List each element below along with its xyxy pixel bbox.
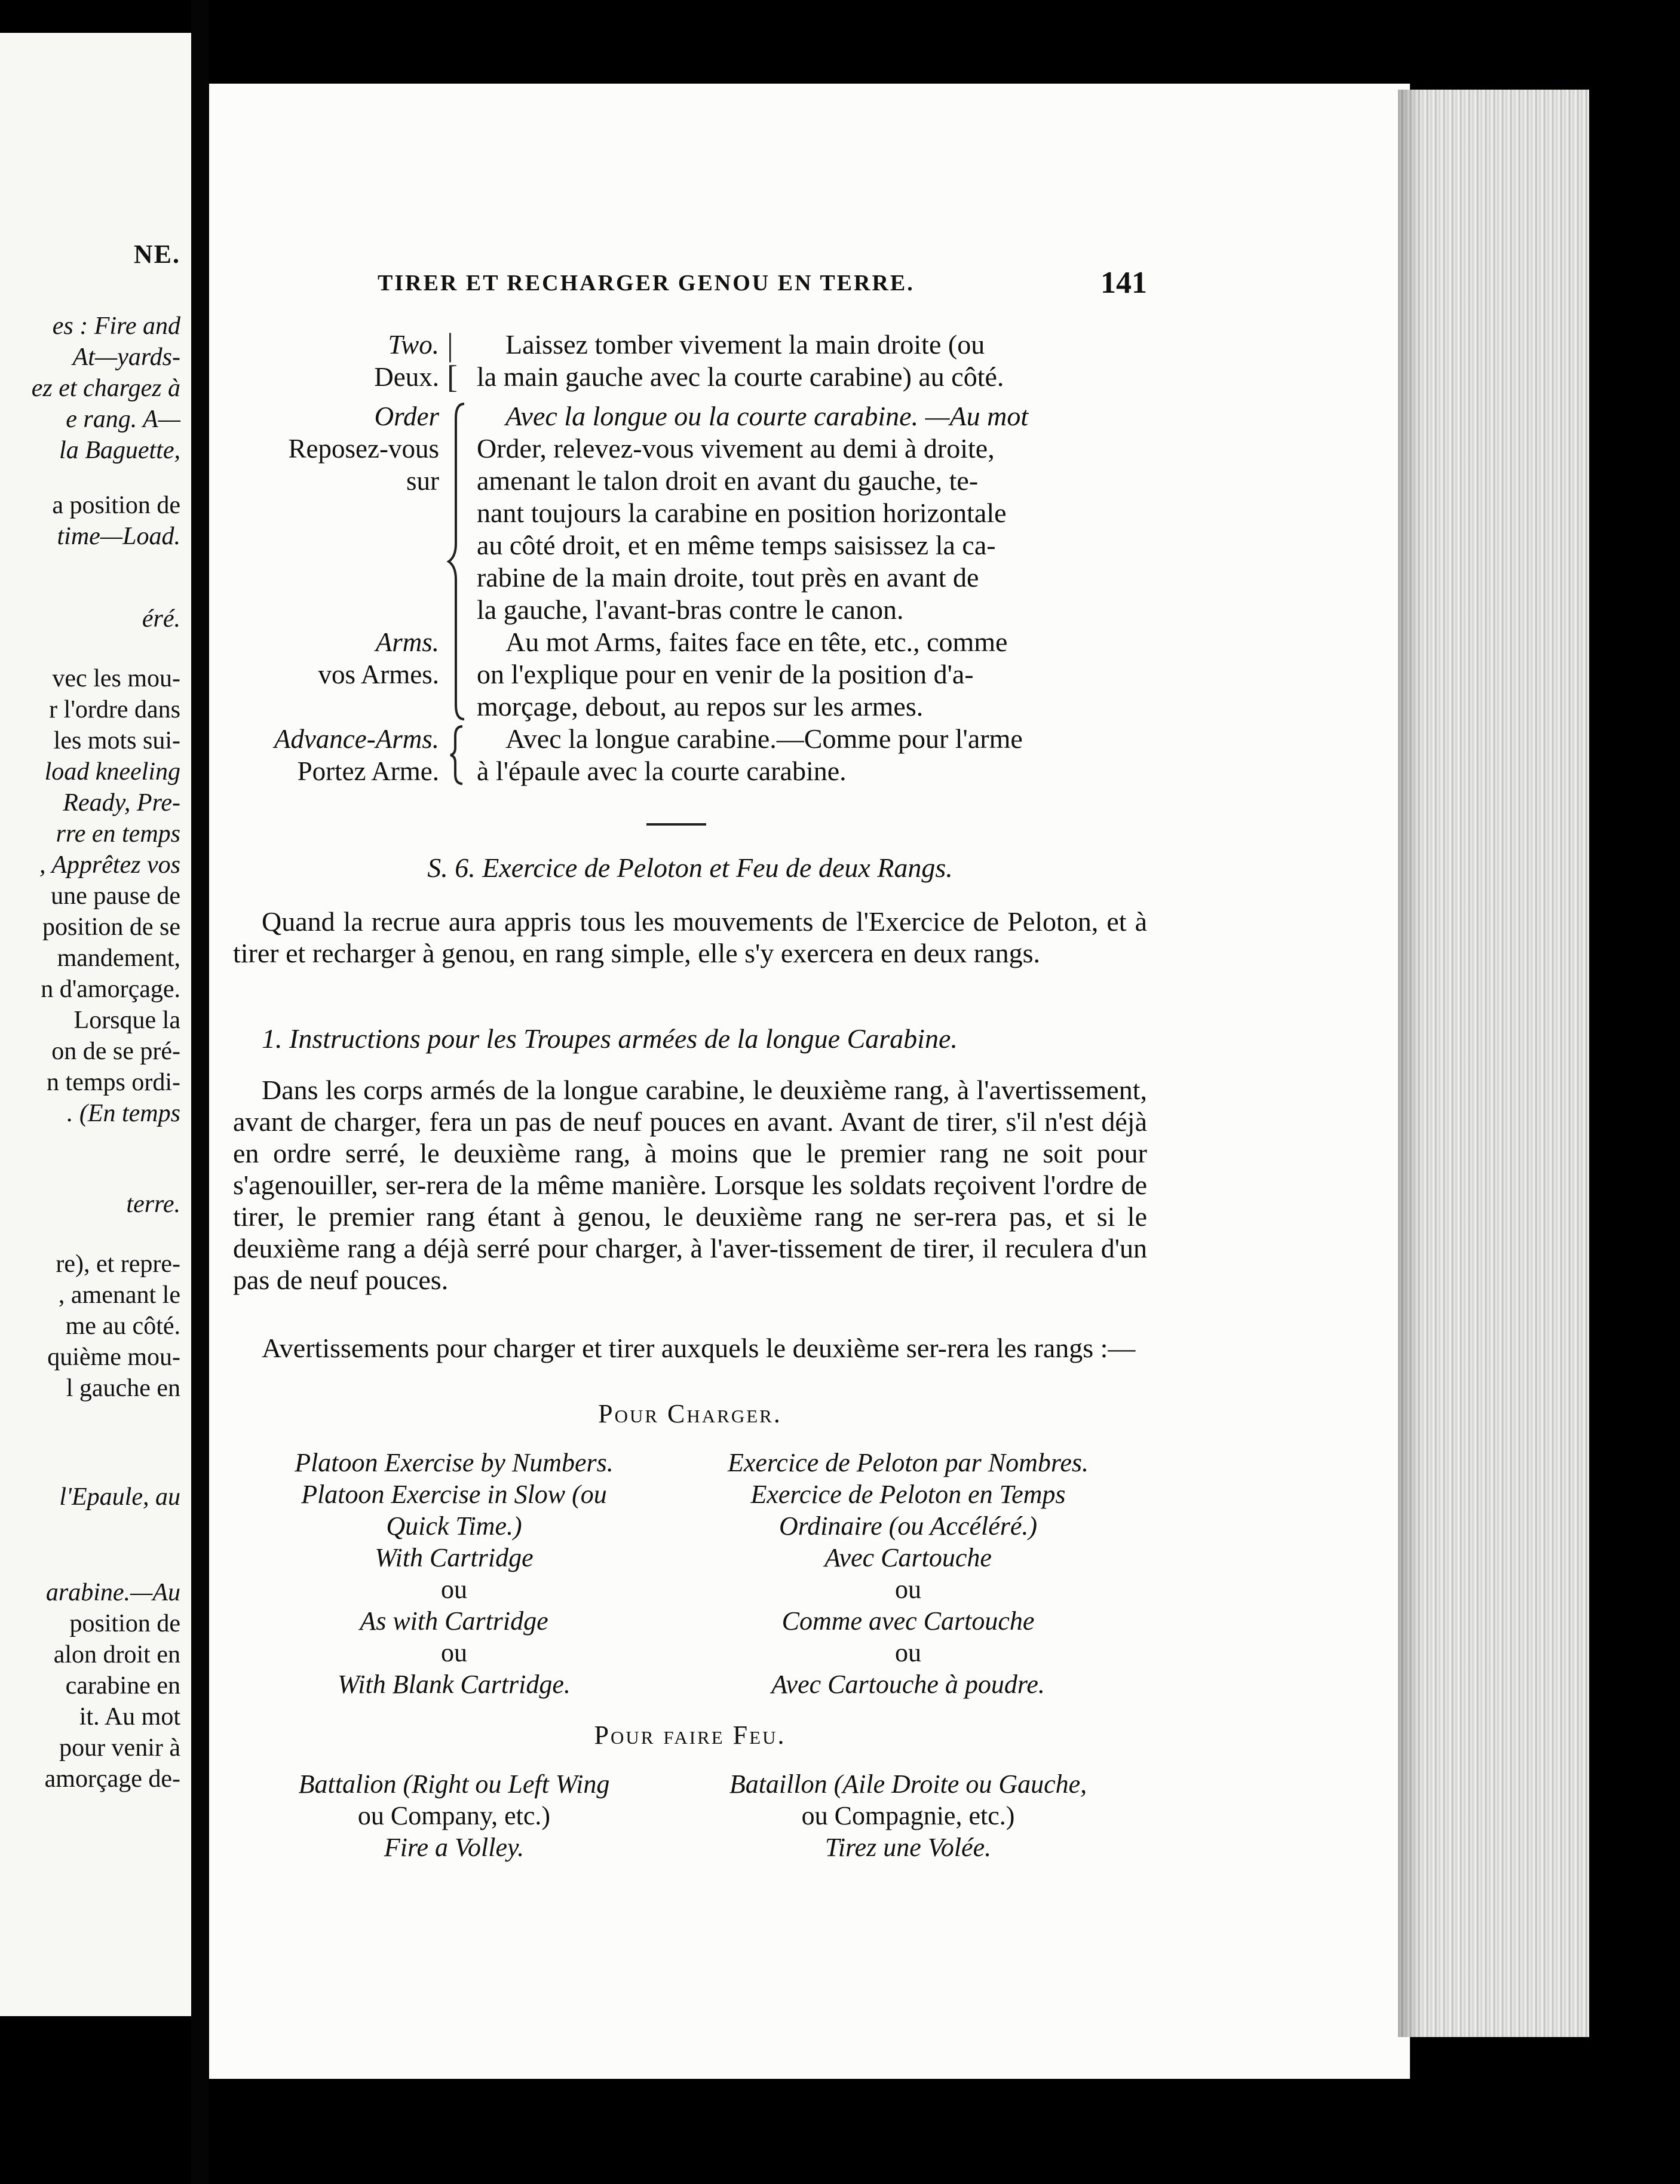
paragraph: Dans les corps armés de la longue carabine, le deuxième rang, à l'avertissement, avant de charger, fera un pas de neuf pouces en avant. Avant de tirer, s'il n'est déjà en ordre serré, le deuxième rang, à moins que le premier rang ne soit pour s'agenouiller, ser-rera de la même manière. Lorsque les soldats reçoivent l'ordre de tirer, le premier rang étant à genou, le deuxième rang ne ser-rera pas, et si le deuxième rang a déjà serré pour charger, à l'aver-tissement de tirer, il reculera d'un pas de neuf pouces. (233, 1075, 1147, 1295)
left-page-text-fragment: position de se (42, 913, 180, 941)
brace (447, 724, 468, 786)
section-heading: S. 6. Exercice de Peloton et Feu de deux Rangs. (427, 852, 953, 883)
section-rule (646, 823, 706, 826)
charger-english-column: Platoon Exercise by Numbers. Platoon Exercise in Slow (ou Quick Time.) With Cartridge ou As with Cartridge ou With Blank Cartridge. (295, 1448, 614, 1699)
left-page-text-fragment: n d'amorçage. (41, 976, 180, 1003)
left-page-text-fragment: , Apprêtez vos (39, 851, 180, 879)
command-label-fr: Deux. (374, 362, 439, 392)
page-edge-shadow (1398, 90, 1422, 2037)
left-page-text-fragment: Lorsque la (73, 1007, 180, 1034)
brace (445, 400, 471, 723)
left-page-text-fragment: arabine.—Au (45, 1579, 180, 1606)
left-page-text-fragment: pour venir à (59, 1734, 180, 1762)
command-label-fr: sur (406, 466, 439, 496)
left-page-text-fragment: time—Load. (57, 523, 180, 550)
left-page-text-fragment: la Baguette, (59, 437, 180, 464)
feu-french-column: Bataillon (Aile Droite ou Gauche, ou Compagnie, etc.) Tirez une Volée. (729, 1769, 1087, 1862)
left-page-text-fragment: terre. (126, 1191, 180, 1218)
command-label-en: Order (374, 401, 439, 431)
command-text: Laissez tomber vivement la main droite (ou la main gauche avec la courte carabine) au côté. (477, 329, 1004, 392)
left-page-text-fragment: rre en temps (56, 820, 180, 848)
left-page-text-fragment: load kneeling (44, 758, 180, 786)
left-page-text-fragment: carabine en (65, 1672, 180, 1700)
left-page-text-fragment: NE. (133, 240, 180, 269)
command-text: Avec la longue carabine.—Comme pour l'arme à l'épaule avec la courte carabine. (477, 723, 1023, 786)
left-page (0, 33, 191, 2016)
command-text: Au mot Arms, faites face en tête, etc., comme on l'explique pour en venir de la position d'a- morçage, debout, au repos sur les armes. (477, 627, 1008, 722)
left-page-text-fragment: amorçage de- (44, 1765, 180, 1793)
left-page-text-fragment: vec les mou- (52, 665, 180, 692)
left-page-text-fragment: éré. (142, 605, 180, 633)
left-page-text-fragment: l'Epaule, au (59, 1483, 180, 1511)
left-page-text-fragment: it. Au mot (79, 1703, 180, 1731)
left-page-text-fragment: At—yards- (72, 343, 180, 371)
left-page-text-fragment: es : Fire and (52, 312, 180, 340)
left-page-text-fragment: les mots sui- (53, 727, 180, 754)
command-label-fr: Reposez-vous (288, 434, 439, 464)
feu-english-column: Battalion (Right ou Left Wing ou Company, etc.) Fire a Volley. (298, 1769, 610, 1862)
command-label-en: Arms. (375, 627, 439, 657)
left-page-text-fragment: quième mou- (47, 1343, 180, 1371)
left-page-text-fragment: a position de (52, 492, 180, 519)
left-page-text-fragment: e rang. A— (66, 406, 180, 433)
subheading: 1. Instructions pour les Troupes armées de la longue Carabine. (262, 1023, 958, 1054)
page-edges (1398, 90, 1589, 2037)
charger-french-column: Exercice de Peloton par Nombres. Exercice de Peloton en Temps Ordinaire (ou Accéléré.) Avec Cartouche ou Comme avec Cartouche ou Avec Cartouche à poudre. (727, 1448, 1089, 1699)
left-page-text-fragment: alon droit en (53, 1641, 180, 1668)
left-page-text-fragment: l gauche en (66, 1375, 180, 1402)
left-page-text-fragment: r l'ordre dans (49, 696, 180, 723)
paragraph: Quand la recrue aura appris tous les mouvements de l'Exercice de Peloton, et à tirer et recharger à genou, en rang simple, elle s'y exercera en deux rangs. (233, 906, 1147, 968)
command-text: Avec la longue ou la courte carabine. —Au mot Order, relevez-vous vivement au demi à droite, amenant le talon droit en avant du gauche, te- nant toujours la carabine en position horizontale au côté droit, et en même temps saisissez la ca- rabine de la main droite, tout près en avant de la gauche, l'avant-bras contre le canon. (477, 401, 1029, 625)
brace: | [ (447, 327, 458, 395)
paragraph: Avertissements pour charger et tirer auxquels le deuxième ser-rera les rangs :— (262, 1333, 1136, 1363)
page-number: 141 (1100, 266, 1147, 300)
left-page-text-fragment: n temps ordi- (47, 1069, 180, 1096)
heading-pour-faire-feu: Pour faire Feu. (594, 1720, 786, 1750)
left-page-text-fragment: re), et repre- (56, 1250, 180, 1278)
left-page-text-fragment: . (En temps (66, 1100, 180, 1127)
left-page-text-fragment: mandement, (57, 944, 180, 972)
left-page-text-fragment: me au côté. (65, 1312, 180, 1340)
left-page-text-fragment: position de (69, 1610, 180, 1637)
left-page-text-fragment: , amenant le (58, 1281, 180, 1309)
left-page-text-fragment: ez et chargez à (31, 375, 180, 402)
left-page-text-fragment: on de se pré- (51, 1038, 180, 1065)
command-label-fr: vos Armes. (318, 660, 439, 689)
heading-pour-charger: Pour Charger. (598, 1399, 782, 1428)
command-label-en: Two. (388, 330, 439, 360)
left-page-text-fragment: Ready, Pre- (63, 789, 180, 817)
left-page-text-fragment: une pause de (51, 882, 180, 910)
running-head-title: TIRER ET RECHARGER GENOU EN TERRE. (378, 271, 915, 296)
book-gutter (191, 0, 209, 2184)
command-label-fr: Portez Arme. (297, 756, 439, 786)
running-head (378, 266, 1154, 306)
command-label-en: Advance-Arms. (274, 724, 439, 754)
